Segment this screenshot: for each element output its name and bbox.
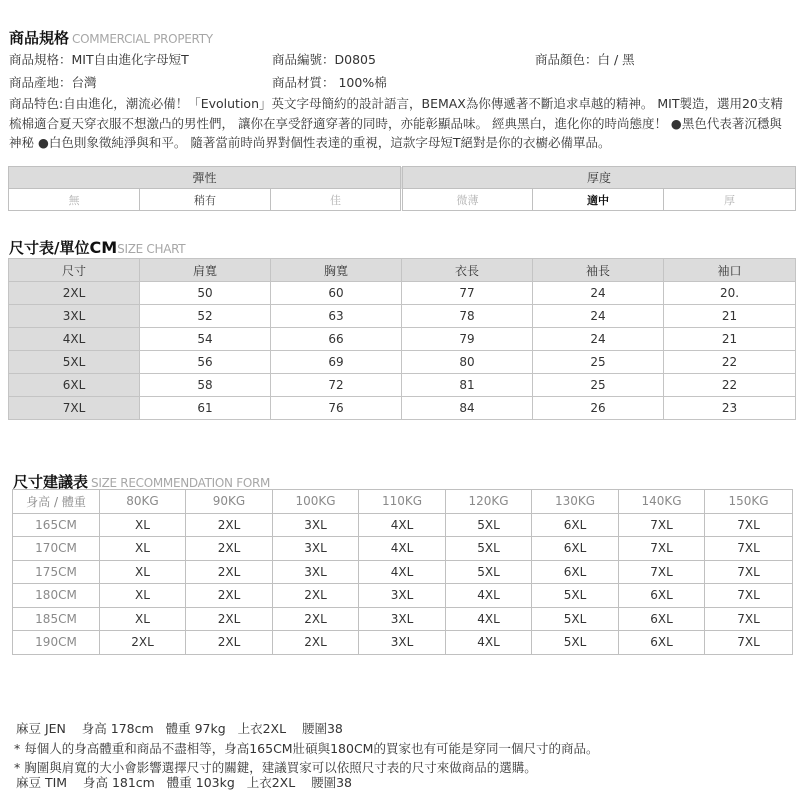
size-value-cell: 54 [140,328,271,351]
recommended-size-cell: XL [100,513,186,537]
recommended-size-cell: XL [100,537,186,561]
size-value-cell: 21 [664,328,796,351]
elasticity-label: 彈性 [9,167,402,189]
recommended-size-cell: 7XL [705,537,793,561]
spec-material: 商品材質： 100%棉 [272,75,387,90]
size-chart-title-en: SIZE CHART [117,242,186,256]
size-chart-title-zh: 尺寸表/單位 [9,239,90,257]
size-label-cell: 2XL [9,282,140,305]
size-notes [14,739,598,777]
size-label-cell: 5XL [9,351,140,374]
recommended-size-cell: 2XL [186,607,273,631]
height-cell: 175CM [13,560,100,584]
size-chart-row [9,282,796,305]
size-value-cell: 79 [402,328,533,351]
size-value-cell: 22 [664,351,796,374]
recommended-size-cell: 4XL [359,560,446,584]
recommended-size-cell: 7XL [705,607,793,631]
spec-name: 商品規格：MIT自由進化字母短T [9,52,189,67]
thickness-option-thick: 厚 [664,189,796,211]
recommended-size-cell: 5XL [532,584,619,608]
recommendation-header-cell: 90KG [186,490,273,514]
recommended-size-cell: 7XL [619,537,705,561]
size-recommendation-table [12,489,793,655]
recommended-size-cell: 2XL [186,560,273,584]
recommended-size-cell: 4XL [446,631,532,655]
size-value-cell: 24 [533,282,664,305]
recommendation-header-cell: 110KG [359,490,446,514]
recommendation-header-cell: 100KG [273,490,359,514]
note-1: * 每個人的身高體重和商品不盡相等，身高165CM壯碩與180CM的買家也有可能是穿同一個尺寸的商品。 [14,741,599,756]
size-value-cell: 24 [533,328,664,351]
size-value-cell: 56 [140,351,271,374]
size-value-cell: 72 [271,374,402,397]
recommended-size-cell: 2XL [186,513,273,537]
recommended-size-cell: 4XL [446,607,532,631]
recommended-size-cell: 6XL [532,560,619,584]
height-cell: 190CM [13,631,100,655]
height-cell: 165CM [13,513,100,537]
size-chart-header-cell: 胸寬 [271,259,402,282]
model-jen: 麻豆 JEN 身高 178cm 體重 97kg 上衣2XL 腰圍38 [16,721,343,736]
size-value-cell: 25 [533,374,664,397]
size-label-cell: 7XL [9,397,140,420]
elasticity-option-good: 佳 [271,189,402,211]
size-label-cell: 4XL [9,328,140,351]
recommended-size-cell: 5XL [446,513,532,537]
size-value-cell: 20. [664,282,796,305]
recommendation-header-cell: 130KG [532,490,619,514]
recommendation-row [13,584,793,608]
size-value-cell: 50 [140,282,271,305]
size-chart-row [9,374,796,397]
recommendation-header-cell: 身高 / 體重 [13,490,100,514]
recommended-size-cell: XL [100,607,186,631]
recommended-size-cell: 2XL [273,631,359,655]
recommended-size-cell: 3XL [359,631,446,655]
recommendation-header-cell: 80KG [100,490,186,514]
recommendation-header-cell: 140KG [619,490,705,514]
spec-code: 商品編號：D0805 [272,52,376,67]
product-section-title-zh: 商品規格 [9,29,70,47]
size-value-cell: 78 [402,305,533,328]
size-value-cell: 69 [271,351,402,374]
recommended-size-cell: 3XL [359,584,446,608]
size-chart-header-cell: 尺寸 [9,259,140,282]
product-section-title [9,27,213,48]
size-value-cell: 76 [271,397,402,420]
size-value-cell: 80 [402,351,533,374]
thickness-label: 厚度 [402,167,796,189]
recommended-size-cell: XL [100,584,186,608]
recommended-size-cell: 2XL [186,631,273,655]
size-value-cell: 52 [140,305,271,328]
size-chart-header-cell: 肩寬 [140,259,271,282]
attribute-options-row [9,189,796,211]
height-cell: 185CM [13,607,100,631]
elasticity-option-none: 無 [9,189,140,211]
recommendation-row [13,560,793,584]
size-chart-header-row [9,259,796,282]
spec-origin: 商品產地：台灣 [9,75,97,90]
attribute-header-row [9,167,796,189]
size-value-cell: 21 [664,305,796,328]
recommended-size-cell: 3XL [273,537,359,561]
size-value-cell: 23 [664,397,796,420]
height-cell: 180CM [13,584,100,608]
size-value-cell: 26 [533,397,664,420]
model-tim: 麻豆 TIM 身高 181cm 體重 103kg 上衣2XL 腰圍38 [16,775,352,790]
size-value-cell: 58 [140,374,271,397]
recommendation-header-row [13,490,793,514]
elasticity-option-slight: 稍有 [140,189,271,211]
recommended-size-cell: 7XL [619,513,705,537]
recommendation-row [13,607,793,631]
product-section-title-en: COMMERCIAL PROPERTY [72,32,213,46]
spec-color: 商品顏色：白 / 黑 [535,52,635,67]
recommended-size-cell: 4XL [446,584,532,608]
recommended-size-cell: 7XL [705,513,793,537]
recommended-size-cell: 2XL [273,607,359,631]
size-value-cell: 66 [271,328,402,351]
recommended-size-cell: 3XL [273,513,359,537]
recommended-size-cell: 4XL [359,513,446,537]
recommended-size-cell: 6XL [532,513,619,537]
recommended-size-cell: 7XL [705,631,793,655]
size-chart-row [9,397,796,420]
recommended-size-cell: 5XL [532,631,619,655]
height-cell: 170CM [13,537,100,561]
recommendation-header-cell: 150KG [705,490,793,514]
recommended-size-cell: 2XL [186,537,273,561]
size-chart-row [9,305,796,328]
attribute-table [8,166,796,211]
thickness-option-thin: 微薄 [402,189,533,211]
size-value-cell: 77 [402,282,533,305]
size-chart-title [9,237,185,258]
size-label-cell: 3XL [9,305,140,328]
size-value-cell: 24 [533,305,664,328]
recommendation-title-en: SIZE RECOMMENDATION FORM [91,476,271,490]
size-chart-header-cell: 袖口 [664,259,796,282]
recommendation-row [13,513,793,537]
recommended-size-cell: 5XL [446,560,532,584]
recommendation-header-cell: 120KG [446,490,532,514]
size-chart-row [9,351,796,374]
size-value-cell: 22 [664,374,796,397]
recommended-size-cell: 5XL [532,607,619,631]
size-chart-header-cell: 衣長 [402,259,533,282]
recommendation-row [13,537,793,561]
size-chart-table [8,258,796,420]
recommended-size-cell: 2XL [100,631,186,655]
size-value-cell: 60 [271,282,402,305]
recommended-size-cell: 3XL [273,560,359,584]
size-label-cell: 6XL [9,374,140,397]
recommended-size-cell: 5XL [446,537,532,561]
size-chart-unit: CM [89,238,118,257]
size-value-cell: 81 [402,374,533,397]
recommended-size-cell: 3XL [359,607,446,631]
product-description: 商品特色:自由進化，潮流必備！「Evolution」英文字母簡約的設計語言，BEMAX為你傳遞著不斷追求卓越的精神。 MIT製造，選用20支精梳棉適合夏天穿衣服不想激凸的男性們， 讓你在享受舒適穿著的同時，亦能彰顯品味。 經典黑白，進化你的時尚態度！ ●黑色代表著沉穩與神秘 ●白色則象徵純淨與和平。 隨著當前時尚界對個性表達的重視，這款字母短T絕對是你的衣櫥必備單品。 [9,96,783,150]
size-value-cell: 25 [533,351,664,374]
recommended-size-cell: XL [100,560,186,584]
recommended-size-cell: 7XL [705,584,793,608]
size-chart-header-cell: 袖長 [533,259,664,282]
size-value-cell: 61 [140,397,271,420]
recommended-size-cell: 7XL [619,560,705,584]
size-value-cell: 84 [402,397,533,420]
recommended-size-cell: 6XL [532,537,619,561]
thickness-option-medium: 適中 [533,189,664,211]
recommended-size-cell: 2XL [186,584,273,608]
recommendation-row [13,631,793,655]
recommended-size-cell: 6XL [619,607,705,631]
size-value-cell: 63 [271,305,402,328]
note-2: * 胸圍與肩寬的大小會影響選擇尺寸的關鍵，建議買家可以依照尺寸表的尺寸來做商品的選購。 [14,760,537,775]
recommended-size-cell: 6XL [619,584,705,608]
recommended-size-cell: 7XL [705,560,793,584]
recommended-size-cell: 4XL [359,537,446,561]
size-chart-row [9,328,796,351]
recommendation-title-zh: 尺寸建議表 [13,473,89,491]
recommended-size-cell: 6XL [619,631,705,655]
recommended-size-cell: 2XL [273,584,359,608]
